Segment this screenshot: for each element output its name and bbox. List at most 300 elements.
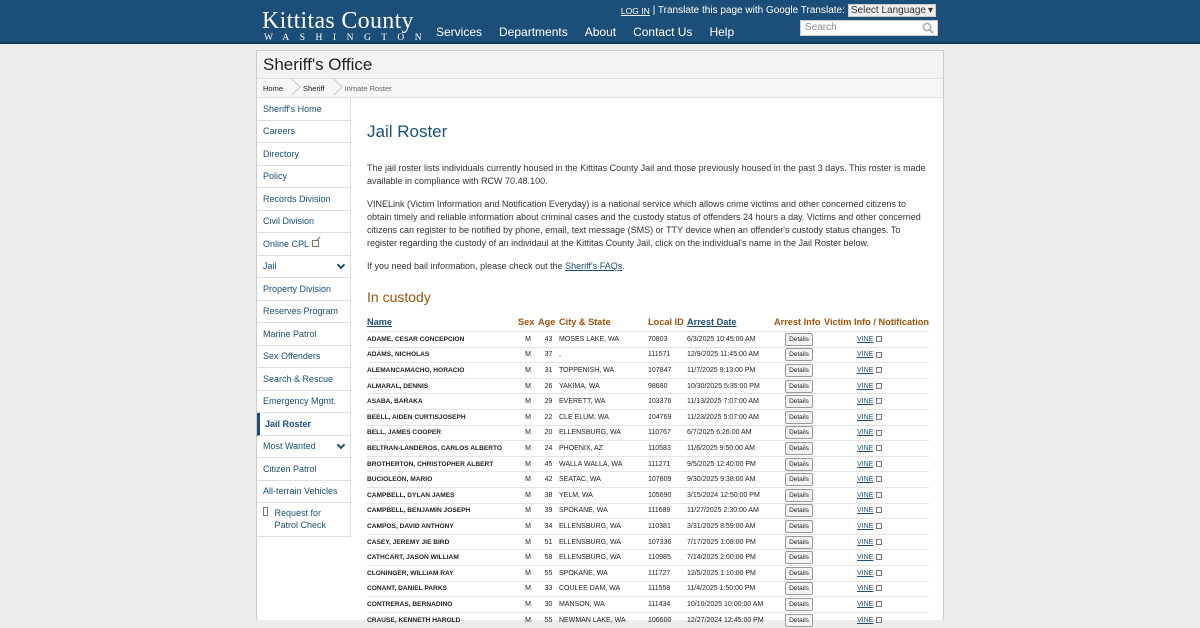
column-header-name[interactable]: Name <box>367 317 393 327</box>
cell-arrest-date: 3/31/2025 8:59:00 AM <box>687 519 774 535</box>
cell-arrest-date: 11/23/2025 5:07:00 AM <box>687 409 774 425</box>
details-button[interactable]: Details <box>785 582 813 595</box>
cell-city-state: YELM, WA <box>559 487 648 503</box>
cell-arrest-info <box>774 332 824 348</box>
sidebar-item-civil-division[interactable] <box>257 211 350 234</box>
cell-arrest-info <box>774 534 824 550</box>
cell-arrest-date: 10/30/2025 5:35:00 PM <box>687 378 774 394</box>
cell-arrest-date: 6/7/2025 6:26:00 AM <box>687 425 774 441</box>
table-row <box>367 425 929 441</box>
sidebar-item-policy[interactable] <box>257 166 350 189</box>
cell-age: 58 <box>538 550 559 566</box>
cell-inmate-name: CAMPBELL, BENJAMIN JOSEPH <box>367 503 518 519</box>
cell-arrest-date: 7/17/2025 1:08:00 PM <box>687 534 774 550</box>
cell-victim-info <box>824 425 929 441</box>
vine-link[interactable]: VINE <box>857 600 874 608</box>
cell-victim-info <box>824 503 929 519</box>
cell-city-state: ELLENSBURG, WA <box>559 534 648 550</box>
table-row <box>367 487 929 503</box>
sidebar-item-label: Policy <box>263 171 288 182</box>
external-link-icon <box>876 383 882 389</box>
cell-victim-info <box>824 394 929 410</box>
cell-city-state: NEWMAN LAKE, WA <box>559 612 648 628</box>
table-row <box>367 519 929 535</box>
county-logo[interactable] <box>262 10 432 44</box>
search-icon[interactable] <box>922 22 934 34</box>
cell-victim-info <box>824 581 929 597</box>
cell-age: 43 <box>538 332 559 348</box>
cell-age: 39 <box>538 503 559 519</box>
cell-local-id: 110985 <box>648 550 687 566</box>
breadcrumb-separator <box>331 79 339 98</box>
cell-local-id: 110583 <box>648 441 687 457</box>
cell-sex: M <box>518 347 538 363</box>
cell-sex: M <box>518 363 538 379</box>
column-header-local-id: Local ID <box>648 317 684 327</box>
cell-local-id: 106600 <box>648 612 687 628</box>
column-header-sex: Sex <box>518 317 535 327</box>
cell-city-state: EVERETT, WA <box>559 394 648 410</box>
cell-arrest-info <box>774 409 824 425</box>
details-button[interactable]: Details <box>785 364 813 377</box>
sidebar-item-jail-roster[interactable] <box>257 413 350 436</box>
cell-inmate-name: BROTHERTON, CHRISTOPHER ALBERT <box>367 456 518 472</box>
site-header <box>0 0 1200 44</box>
cell-city-state: CLE ELUM, WA <box>559 409 648 425</box>
sheriffs-faqs-link[interactable]: Sheriff's FAQs <box>565 261 623 271</box>
cell-arrest-info <box>774 441 824 457</box>
sidebar-item-emergency-mgmt[interactable] <box>257 391 350 414</box>
vinelink-paragraph: VINELink (Victim Information and Notification Everyday) is a national service which allows crime victims and other concerned citizens to obtain timely and reliable information about criminal cases and the custody status of offenders 24 hours a day. Victims and other concerned citizens can register to be notified by phone, email, text message (SMS) or TTY device when an offender's custody status changes. To register regarding the custody of an individaul at the Kittitas County Jail, click on the individual's name in the Jail Roster below. <box>367 199 921 248</box>
cell-sex: M <box>518 487 538 503</box>
cell-age: 34 <box>538 519 559 535</box>
sidebar-item-label: Citizen Patrol <box>263 463 317 474</box>
cell-inmate-name: ADAME, CESAR CONCEPCION <box>367 332 518 348</box>
external-link-icon <box>876 507 882 513</box>
vine-link[interactable]: VINE <box>857 366 874 374</box>
cell-arrest-date: 7/14/2025 2:00:00 PM <box>687 550 774 566</box>
vine-link[interactable]: VINE <box>857 460 874 468</box>
cell-local-id: 70803 <box>648 332 687 348</box>
cell-local-id: 111271 <box>648 456 687 472</box>
sidebar-item-sex-offenders[interactable] <box>257 346 350 369</box>
table-row <box>367 503 929 519</box>
vine-link[interactable]: VINE <box>857 569 874 577</box>
details-button[interactable]: Details <box>785 489 813 502</box>
cell-inmate-name: BELL, JAMES COOPER <box>367 425 518 441</box>
breadcrumb-separator <box>289 79 297 98</box>
cell-sex: M <box>518 581 538 597</box>
nav-departments[interactable]: Departments <box>499 25 568 39</box>
cell-local-id: 110381 <box>648 519 687 535</box>
cell-city-state: SEATAC, WA <box>559 472 648 488</box>
cell-arrest-info <box>774 612 824 628</box>
sidebar-nav <box>257 98 351 537</box>
external-link-icon <box>876 336 882 342</box>
column-header-age: Age <box>538 317 556 327</box>
sidebar-item-reserves-program[interactable] <box>257 301 350 324</box>
cell-sex: M <box>518 550 538 566</box>
cell-local-id: 107809 <box>648 472 687 488</box>
cell-arrest-date: 10/10/2025 10:00:00 AM <box>687 597 774 613</box>
cell-victim-info <box>824 519 929 535</box>
details-button[interactable]: Details <box>785 536 813 549</box>
cell-arrest-date: 9/5/2025 12:40:00 PM <box>687 456 774 472</box>
sidebar-item-label: Civil Division <box>263 216 315 227</box>
details-button[interactable]: Details <box>785 520 813 533</box>
cell-city-state: ELLENSBURG, WA <box>559 519 648 535</box>
cell-arrest-info <box>774 472 824 488</box>
table-row <box>367 472 929 488</box>
column-header-victim-info: Victim Info / Notification <box>824 317 929 327</box>
cell-sex: M <box>518 503 538 519</box>
cell-inmate-name: ALEMANCAMACHO, HORACIO <box>367 363 518 379</box>
sidebar-item-label: Property Division <box>263 283 332 294</box>
vine-link[interactable]: VINE <box>857 491 874 499</box>
chevron-down-icon[interactable] <box>337 441 345 449</box>
cell-local-id: 103376 <box>648 394 687 410</box>
cell-local-id: 105690 <box>648 487 687 503</box>
nav-contact-us[interactable]: Contact Us <box>633 25 693 39</box>
cell-victim-info <box>824 347 929 363</box>
cell-city-state: , <box>559 347 648 363</box>
cell-inmate-name: CONTRERAS, BERNADINO <box>367 597 518 613</box>
cell-age: 22 <box>538 409 559 425</box>
cell-arrest-info <box>774 503 824 519</box>
cell-sex: M <box>518 519 538 535</box>
external-link-icon <box>876 570 882 576</box>
cell-age: 30 <box>538 597 559 613</box>
search-placeholder: Search <box>805 22 837 33</box>
cell-inmate-name: CAMPBELL, DYLAN JAMES <box>367 487 518 503</box>
cell-arrest-date: 3/15/2024 12:50:00 PM <box>687 487 774 503</box>
cell-arrest-date: 11/27/2025 2:30:00 AM <box>687 503 774 519</box>
vine-link[interactable]: VINE <box>857 351 874 359</box>
cell-victim-info <box>824 456 929 472</box>
details-button[interactable]: Details <box>785 395 813 408</box>
table-row <box>367 347 929 363</box>
translate-text: | Translate this page with Google Translate: <box>652 5 845 16</box>
sidebar-item-records-division[interactable] <box>257 188 350 211</box>
sidebar-item-label: Most Wanted <box>263 441 316 452</box>
cell-city-state: SPOKANE, WA <box>559 565 648 581</box>
cell-arrest-info <box>774 597 824 613</box>
cell-arrest-info <box>774 581 824 597</box>
external-link-icon <box>876 492 882 498</box>
sidebar-item-marine-patrol[interactable] <box>257 323 350 346</box>
sidebar-item-label: Search & Rescue <box>263 373 334 384</box>
sidebar-item-request-patrol-check[interactable] <box>257 503 350 537</box>
breadcrumb <box>257 79 943 98</box>
cell-sex: M <box>518 565 538 581</box>
sidebar-item-label: Request for Patrol Check <box>274 508 326 530</box>
cell-city-state: YAKIMA, WA <box>559 378 648 394</box>
external-link-icon <box>876 445 882 451</box>
cell-city-state: TOPPENISH, WA <box>559 363 648 379</box>
cell-arrest-date: 12/27/2024 12:45:00 PM <box>687 612 774 628</box>
cell-victim-info <box>824 441 929 457</box>
vine-link[interactable]: VINE <box>857 335 874 343</box>
cell-inmate-name: BUCIOLEON, MARIO <box>367 472 518 488</box>
table-row <box>367 441 929 457</box>
details-button[interactable]: Details <box>785 473 813 486</box>
bail-text-end: . <box>622 261 625 271</box>
cell-age: 31 <box>538 363 559 379</box>
external-link-icon <box>876 461 882 467</box>
vine-link[interactable]: VINE <box>857 413 874 421</box>
cell-inmate-name: ADAMS, NICHOLAS <box>367 347 518 363</box>
table-row <box>367 456 929 472</box>
cell-inmate-name: CAMPOS, DAVID ANTHONY <box>367 519 518 535</box>
cell-city-state: SPOKANE, WA <box>559 503 648 519</box>
main-nav <box>436 25 751 39</box>
details-button[interactable]: Details <box>785 614 813 627</box>
cell-arrest-date: 12/5/2025 1:10:00 PM <box>687 565 774 581</box>
cell-sex: M <box>518 597 538 613</box>
details-button[interactable]: Details <box>785 333 813 346</box>
cell-age: 24 <box>538 441 559 457</box>
cell-local-id: 98680 <box>648 378 687 394</box>
roster-table <box>367 317 929 628</box>
external-link-icon <box>876 367 882 373</box>
vine-link[interactable]: VINE <box>857 616 874 624</box>
sidebar-item-label: Sheriff's Home <box>263 103 322 114</box>
cell-local-id: 104769 <box>648 409 687 425</box>
cell-sex: M <box>518 394 538 410</box>
office-bar <box>257 51 943 79</box>
cell-sex: M <box>518 534 538 550</box>
cell-victim-info <box>824 597 929 613</box>
table-row <box>367 612 929 628</box>
bail-paragraph <box>367 260 929 273</box>
vine-link[interactable]: VINE <box>857 476 874 484</box>
table-header-row <box>367 317 929 332</box>
search-input[interactable] <box>800 20 938 36</box>
external-link-icon <box>312 240 319 247</box>
table-row <box>367 363 929 379</box>
cell-arrest-date: 11/6/2025 9:50:00 AM <box>687 441 774 457</box>
table-row <box>367 565 929 581</box>
vine-link[interactable]: VINE <box>857 398 874 406</box>
cell-arrest-info <box>774 394 824 410</box>
cell-city-state: ELLENSBURG, WA <box>559 425 648 441</box>
external-link-icon <box>876 414 882 420</box>
login-link[interactable]: LOG IN <box>620 5 650 16</box>
details-button[interactable]: Details <box>785 348 813 361</box>
vine-link[interactable]: VINE <box>857 585 874 593</box>
external-link-icon <box>876 523 882 529</box>
sidebar-item-label: Reserves Program <box>263 306 339 317</box>
sidebar-item-most-wanted[interactable] <box>257 436 350 459</box>
cell-inmate-name: CRAUSE, KENNETH HAROLD <box>367 612 518 628</box>
cell-age: 38 <box>538 487 559 503</box>
external-link-icon <box>876 398 882 404</box>
cell-sex: M <box>518 472 538 488</box>
details-button[interactable]: Details <box>785 567 813 580</box>
cell-inmate-name: ALMARAL, DENNIS <box>367 378 518 394</box>
details-button[interactable]: Details <box>785 598 813 611</box>
sidebar-item-label: Jail <box>263 261 277 272</box>
cell-arrest-info <box>774 565 824 581</box>
sidebar-item-directory[interactable] <box>257 143 350 166</box>
sidebar-item-jail[interactable] <box>257 256 350 279</box>
vine-link[interactable]: VINE <box>857 429 874 437</box>
cell-city-state: WALLA WALLA, WA <box>559 456 648 472</box>
cell-sex: M <box>518 456 538 472</box>
sidebar-item-citizen-patrol[interactable] <box>257 458 350 481</box>
cell-age: 45 <box>538 456 559 472</box>
cell-inmate-name: CONANT, DANIEL PARKS <box>367 581 518 597</box>
cell-arrest-info <box>774 425 824 441</box>
cell-city-state: MOSES LAKE, WA <box>559 332 648 348</box>
cell-arrest-info <box>774 378 824 394</box>
vine-link[interactable]: VINE <box>857 382 874 390</box>
cell-victim-info <box>824 378 929 394</box>
cell-inmate-name: CLONINGER, WILLIAM RAY <box>367 565 518 581</box>
cell-local-id: 107336 <box>648 534 687 550</box>
table-row <box>367 409 929 425</box>
cell-arrest-date: 6/3/2025 10:45:00 AM <box>687 332 774 348</box>
sidebar-item-label: Sex Offenders <box>263 351 321 362</box>
cell-local-id: 111689 <box>648 503 687 519</box>
breadcrumb-sheriff[interactable]: Sheriff <box>303 83 325 93</box>
cell-arrest-info <box>774 550 824 566</box>
nav-services[interactable]: Services <box>436 25 483 39</box>
cell-arrest-info <box>774 363 824 379</box>
roster-body <box>367 332 929 628</box>
vine-link[interactable]: VINE <box>857 554 874 562</box>
external-link-icon <box>876 601 882 607</box>
details-button[interactable]: Details <box>785 411 813 424</box>
utility-bar <box>621 4 936 17</box>
cell-age: 51 <box>538 534 559 550</box>
details-button[interactable]: Details <box>785 551 813 564</box>
sidebar-item-all-terrain-vehicles[interactable] <box>257 481 350 504</box>
cell-victim-info <box>824 363 929 379</box>
cell-arrest-info <box>774 347 824 363</box>
cell-arrest-info <box>774 519 824 535</box>
cell-local-id: 107847 <box>648 363 687 379</box>
bail-text: If you need bail information, please check out the <box>367 261 566 271</box>
column-header-arrest-date[interactable]: Arrest Date <box>687 317 737 327</box>
cell-arrest-date: 11/13/2025 7:07:00 AM <box>687 394 774 410</box>
sidebar-item-online-cpl[interactable] <box>257 233 350 256</box>
cell-inmate-name: BELTRAN-LANDEROS, CARLOS ALBERTO <box>367 441 518 457</box>
external-link-icon <box>876 430 882 436</box>
cell-arrest-date: 11/7/2025 9:13:00 PM <box>687 363 774 379</box>
cell-arrest-date: 11/4/2025 1:50:00 PM <box>687 581 774 597</box>
office-title: Sheriff's Office <box>263 55 373 74</box>
sidebar-item-label: Records Division <box>263 193 331 204</box>
cell-inmate-name: BEELL, AIDEN CURTISJOSEPH <box>367 409 518 425</box>
cell-local-id: 111434 <box>648 597 687 613</box>
details-button[interactable]: Details <box>785 380 813 393</box>
sidebar-item-search-rescue[interactable] <box>257 368 350 391</box>
sidebar-item-label: Careers <box>263 126 296 137</box>
cell-age: 42 <box>538 472 559 488</box>
cell-local-id: 111558 <box>648 581 687 597</box>
cell-inmate-name: CATHCART, JASON WILLIAM <box>367 550 518 566</box>
cell-local-id: 111571 <box>648 347 687 363</box>
cell-city-state: PHOENIX, AZ <box>559 441 648 457</box>
table-row <box>367 394 929 410</box>
cell-victim-info <box>824 550 929 566</box>
sidebar-item-label: All-terrain Vehicles <box>263 486 338 497</box>
cell-sex: M <box>518 612 538 628</box>
external-link-icon <box>876 539 882 545</box>
nav-about[interactable]: About <box>584 25 617 39</box>
main-content <box>367 122 929 628</box>
cell-arrest-date: 9/30/2025 9:38:00 AM <box>687 472 774 488</box>
column-header-arrest-info: Arrest Info <box>774 317 821 327</box>
cell-victim-info <box>824 487 929 503</box>
sidebar-item-careers[interactable] <box>257 121 350 144</box>
cell-victim-info <box>824 472 929 488</box>
table-row <box>367 597 929 613</box>
cell-victim-info <box>824 534 929 550</box>
sidebar-item-label: Online CPL <box>263 238 310 249</box>
sidebar-item-label: Marine Patrol <box>263 328 317 339</box>
sidebar-item-sheriffs-home[interactable] <box>257 98 350 121</box>
cell-age: 33 <box>538 581 559 597</box>
cell-local-id: 111727 <box>648 565 687 581</box>
cell-sex: M <box>518 378 538 394</box>
table-row <box>367 550 929 566</box>
cell-arrest-info <box>774 456 824 472</box>
external-link-icon <box>876 554 882 560</box>
nav-help[interactable]: Help <box>709 25 735 39</box>
details-button[interactable]: Details <box>785 504 813 517</box>
cell-age: 55 <box>538 565 559 581</box>
vine-link[interactable]: VINE <box>857 538 874 546</box>
chevron-down-icon: ▾ <box>927 5 933 16</box>
cell-local-id: 110767 <box>648 425 687 441</box>
details-button[interactable]: Details <box>785 458 813 471</box>
main-frame <box>256 50 944 624</box>
vine-link[interactable]: VINE <box>857 522 874 530</box>
cell-victim-info <box>824 612 929 628</box>
vine-link[interactable]: VINE <box>857 507 874 515</box>
sidebar-item-label: Jail Roster <box>265 418 312 429</box>
details-button[interactable]: Details <box>785 442 813 455</box>
cell-arrest-info <box>774 487 824 503</box>
cell-victim-info <box>824 565 929 581</box>
sidebar-item-label: Directory <box>263 148 300 159</box>
sidebar-item-property-division[interactable] <box>257 278 350 301</box>
chevron-down-icon[interactable] <box>337 261 345 269</box>
sidebar-item-label: Emergency Mgmt. <box>263 396 337 407</box>
table-row <box>367 332 929 348</box>
cell-age: 29 <box>538 394 559 410</box>
external-link-icon <box>876 352 882 358</box>
logo-subtitle: WASHINGTON <box>264 33 433 43</box>
external-link-icon <box>876 617 882 623</box>
external-link-icon <box>876 585 882 591</box>
table-row <box>367 534 929 550</box>
vine-link[interactable]: VINE <box>857 444 874 452</box>
language-select[interactable] <box>848 4 936 17</box>
cell-sex: M <box>518 441 538 457</box>
external-link-icon <box>876 476 882 482</box>
intro-paragraph: The jail roster lists individuals currently housed in the Kittitas County Jail and those previously housed in the past 3 days. This roster is made available in compliance with RCW 70.48.100. <box>367 163 926 186</box>
cell-victim-info <box>824 332 929 348</box>
cell-age: 37 <box>538 347 559 363</box>
breadcrumb-home[interactable]: Home <box>263 83 284 93</box>
cell-age: 55 <box>538 612 559 628</box>
breadcrumb-current: Inmate Roster <box>344 83 392 93</box>
details-button[interactable]: Details <box>785 426 813 439</box>
cell-age: 20 <box>538 425 559 441</box>
